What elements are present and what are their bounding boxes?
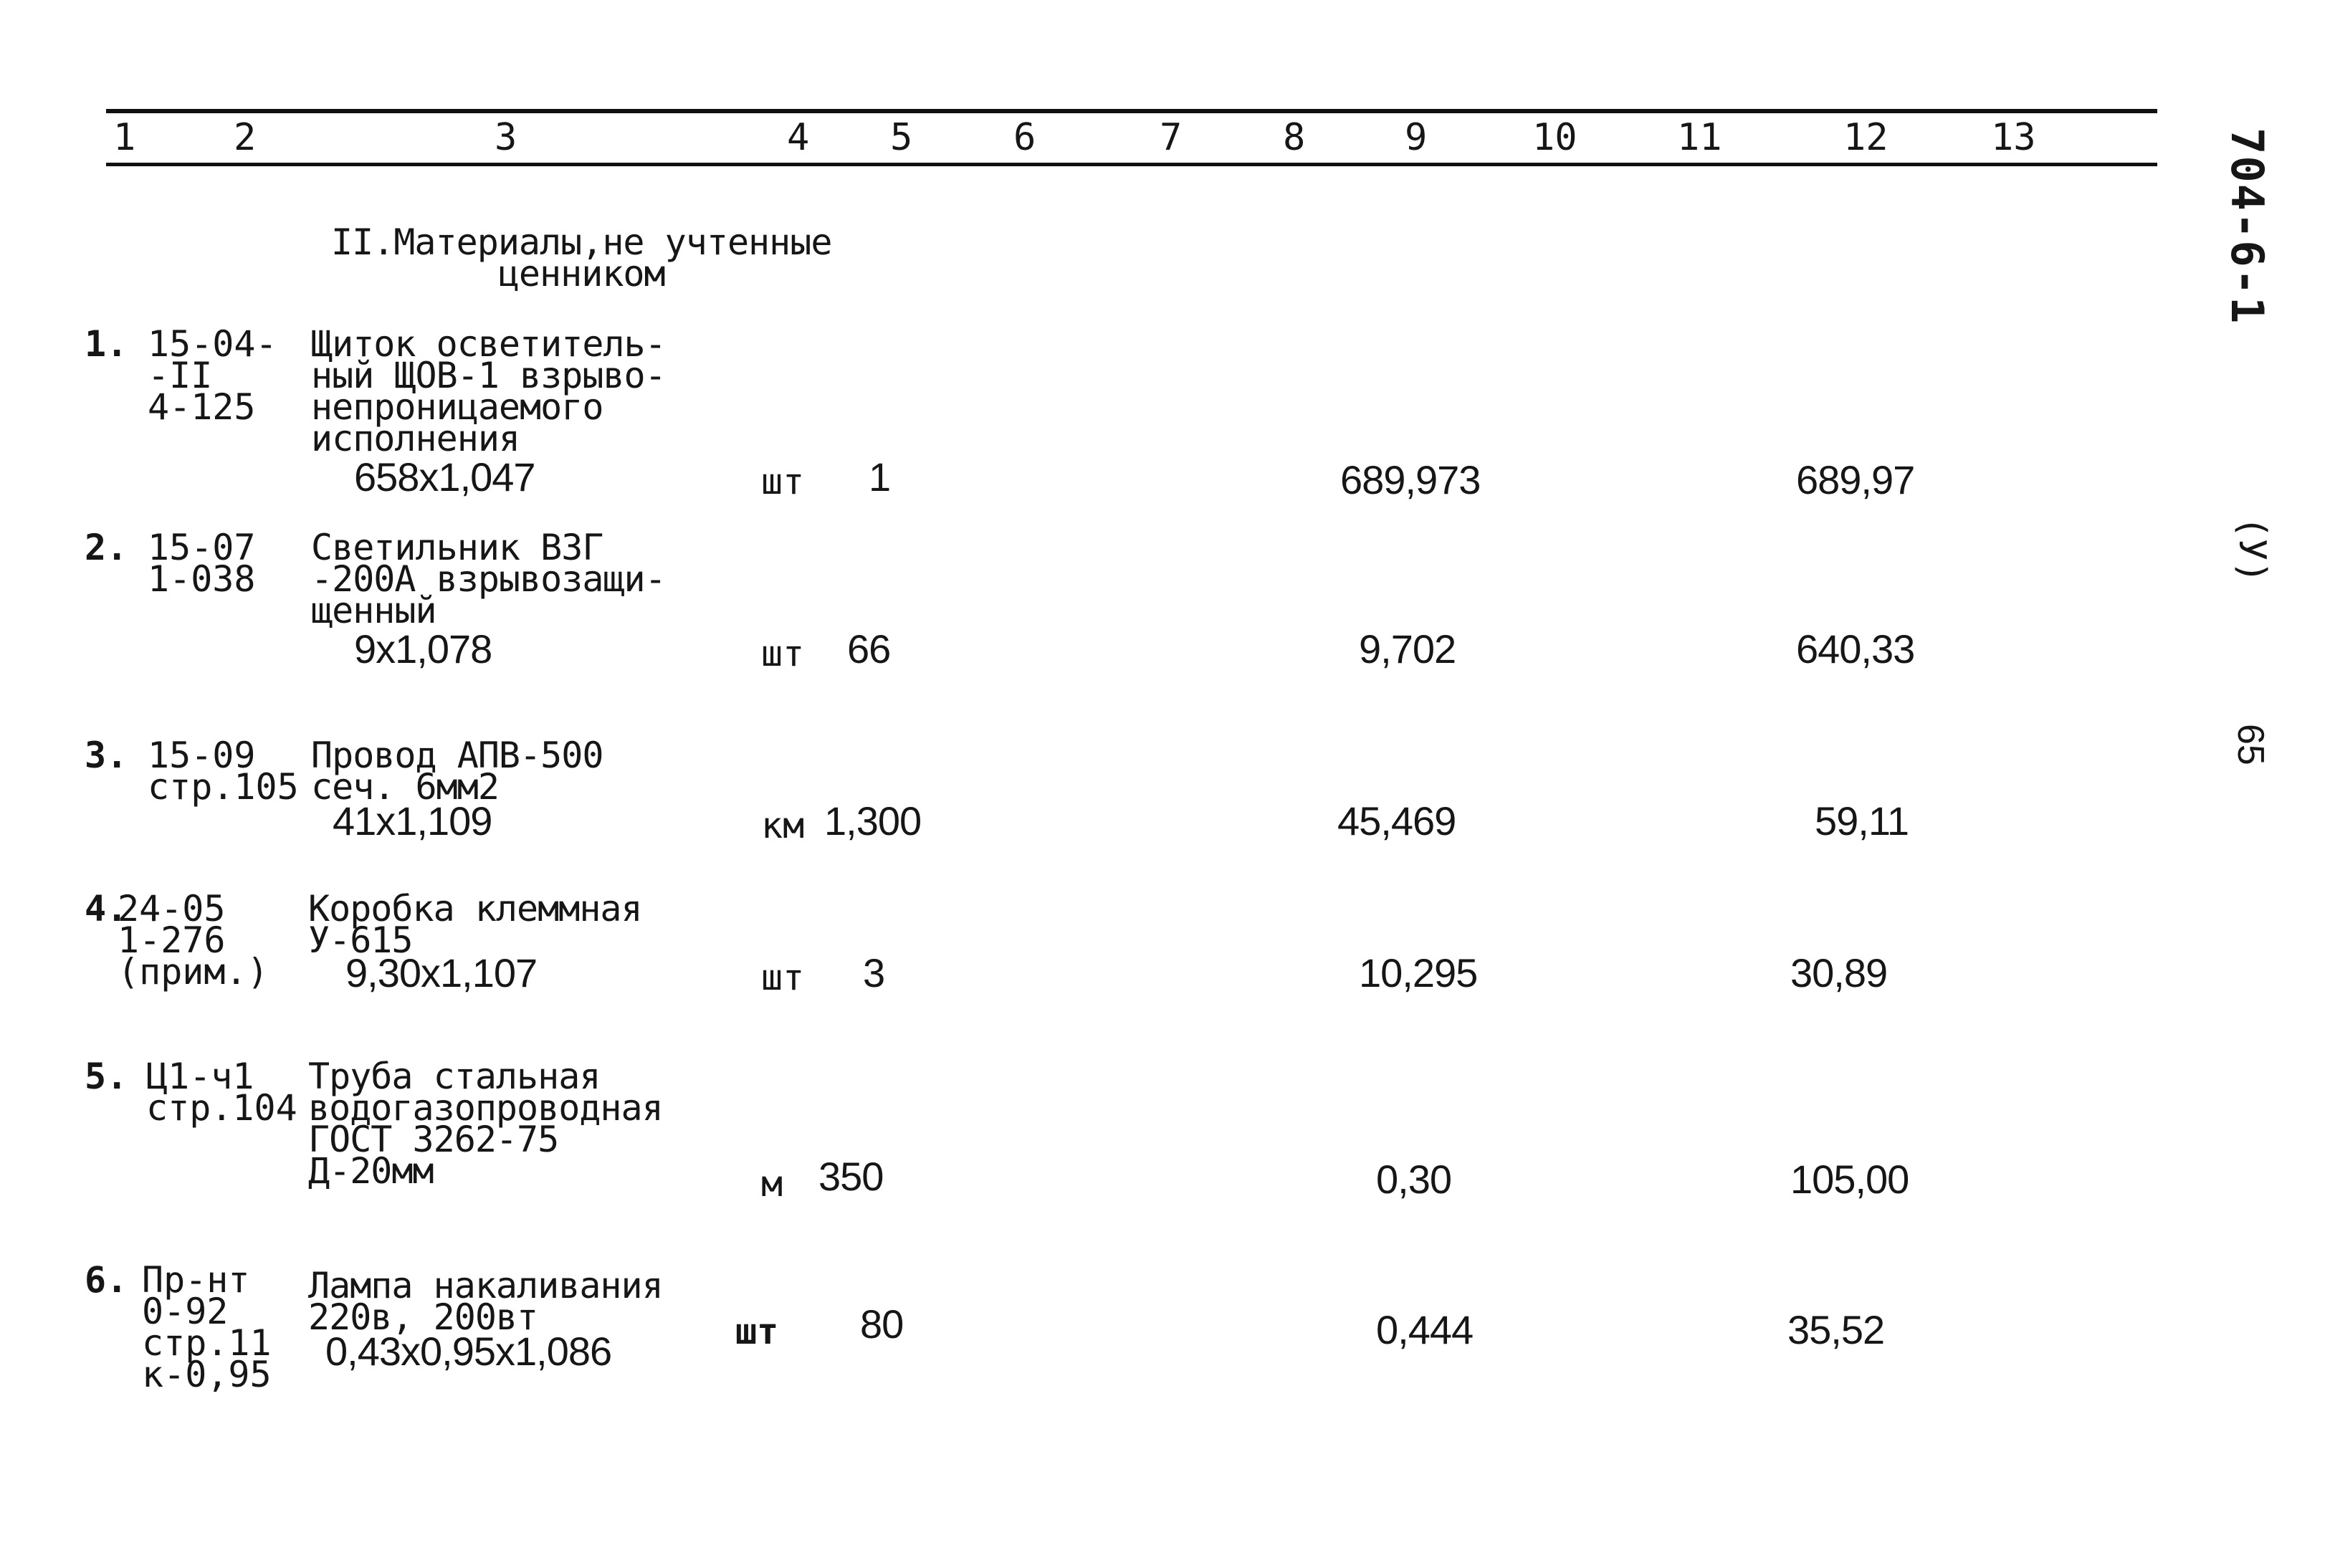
row-name: Труба стальная водогазопроводная ГОСТ 3262-75 Д-20мм — [308, 1056, 663, 1192]
row-name: Светильник ВЗГ -200А взрывозащи- щенный — [311, 527, 666, 631]
row-name: Щиток осветитель- ный ЩОВ-1 взрыво- непроницаемого исполнения — [311, 323, 666, 459]
margin-mark: (У) — [2230, 516, 2273, 583]
column-number: 2 — [234, 116, 257, 159]
row-calc: 9x1,078 — [354, 626, 492, 671]
column-number: 3 — [495, 116, 517, 159]
row-price: 10,295 — [1359, 950, 1478, 995]
row-price: 0,30 — [1376, 1157, 1451, 1202]
row-number: 5. — [85, 1056, 128, 1097]
row-qty: 350 — [818, 1154, 884, 1199]
row-price: 689,973 — [1340, 457, 1481, 502]
document-code: 704-6-1 — [2221, 128, 2273, 325]
row-price: 9,702 — [1359, 626, 1456, 671]
row-unit: м — [761, 1163, 783, 1205]
row-qty: 66 — [847, 626, 891, 671]
row-calc: 0,43x0,95x1,086 — [325, 1329, 612, 1374]
row-total: 689,97 — [1796, 457, 1915, 502]
column-number: 11 — [1677, 116, 1722, 159]
row-total: 59,11 — [1815, 798, 1909, 843]
row-code: 15-07 1-038 — [148, 527, 256, 600]
column-number: 13 — [1991, 116, 2036, 159]
page-number: 65 — [2230, 724, 2271, 765]
row-qty: 3 — [863, 950, 885, 995]
row-code: Пр-нт 0-92 стр.11 к-0,95 — [142, 1259, 272, 1395]
row-name: Лампа накаливания 220в, 200вт — [308, 1265, 663, 1338]
row-name: Коробка клеммная У-615 — [308, 888, 642, 961]
row-unit: км — [761, 805, 805, 846]
column-number: 5 — [890, 116, 913, 159]
row-number: 6. — [85, 1259, 128, 1301]
column-number: 1 — [113, 116, 136, 159]
row-total: 640,33 — [1796, 626, 1915, 671]
row-calc: 41x1,109 — [333, 798, 492, 843]
row-total: 105,00 — [1790, 1157, 1909, 1202]
header-bottom-rule — [106, 163, 2157, 166]
column-number: 10 — [1532, 116, 1577, 159]
header-top-rule — [106, 109, 2157, 113]
row-qty: 1 — [869, 454, 891, 499]
row-total: 30,89 — [1790, 950, 1888, 995]
row-number: 3. — [85, 735, 128, 776]
row-number: 4. — [85, 888, 128, 929]
row-code: 15-09 стр.105 — [148, 735, 299, 808]
row-calc: 658x1,047 — [354, 454, 535, 499]
column-number: 9 — [1405, 116, 1428, 159]
row-code: 24-05 1-276 (прим.) — [118, 888, 269, 993]
row-name: Провод АПВ-500 сеч. 6мм2 — [311, 735, 603, 808]
row-unit: шт — [761, 957, 805, 998]
row-number: 2. — [85, 527, 128, 568]
row-unit: шт — [761, 461, 805, 502]
row-qty: 80 — [860, 1301, 904, 1347]
section-title: II.Материалы,не учтенные ценником — [331, 221, 832, 295]
row-price: 45,469 — [1337, 798, 1456, 843]
column-number: 6 — [1013, 116, 1036, 159]
column-number: 4 — [787, 116, 810, 159]
column-number: 12 — [1843, 116, 1889, 159]
row-unit: шт — [761, 633, 805, 674]
row-total: 35,52 — [1787, 1307, 1885, 1352]
row-qty: 1,300 — [824, 798, 922, 843]
column-number: 7 — [1160, 116, 1183, 159]
row-unit: шт — [735, 1311, 779, 1352]
row-price: 0,444 — [1376, 1307, 1474, 1352]
row-code: 15-04- -II 4-125 — [148, 323, 277, 428]
row-code: Ц1-ч1 стр.104 — [146, 1056, 297, 1129]
row-calc: 9,30x1,107 — [345, 950, 538, 995]
row-number: 1. — [85, 323, 128, 365]
column-number: 8 — [1283, 116, 1306, 159]
